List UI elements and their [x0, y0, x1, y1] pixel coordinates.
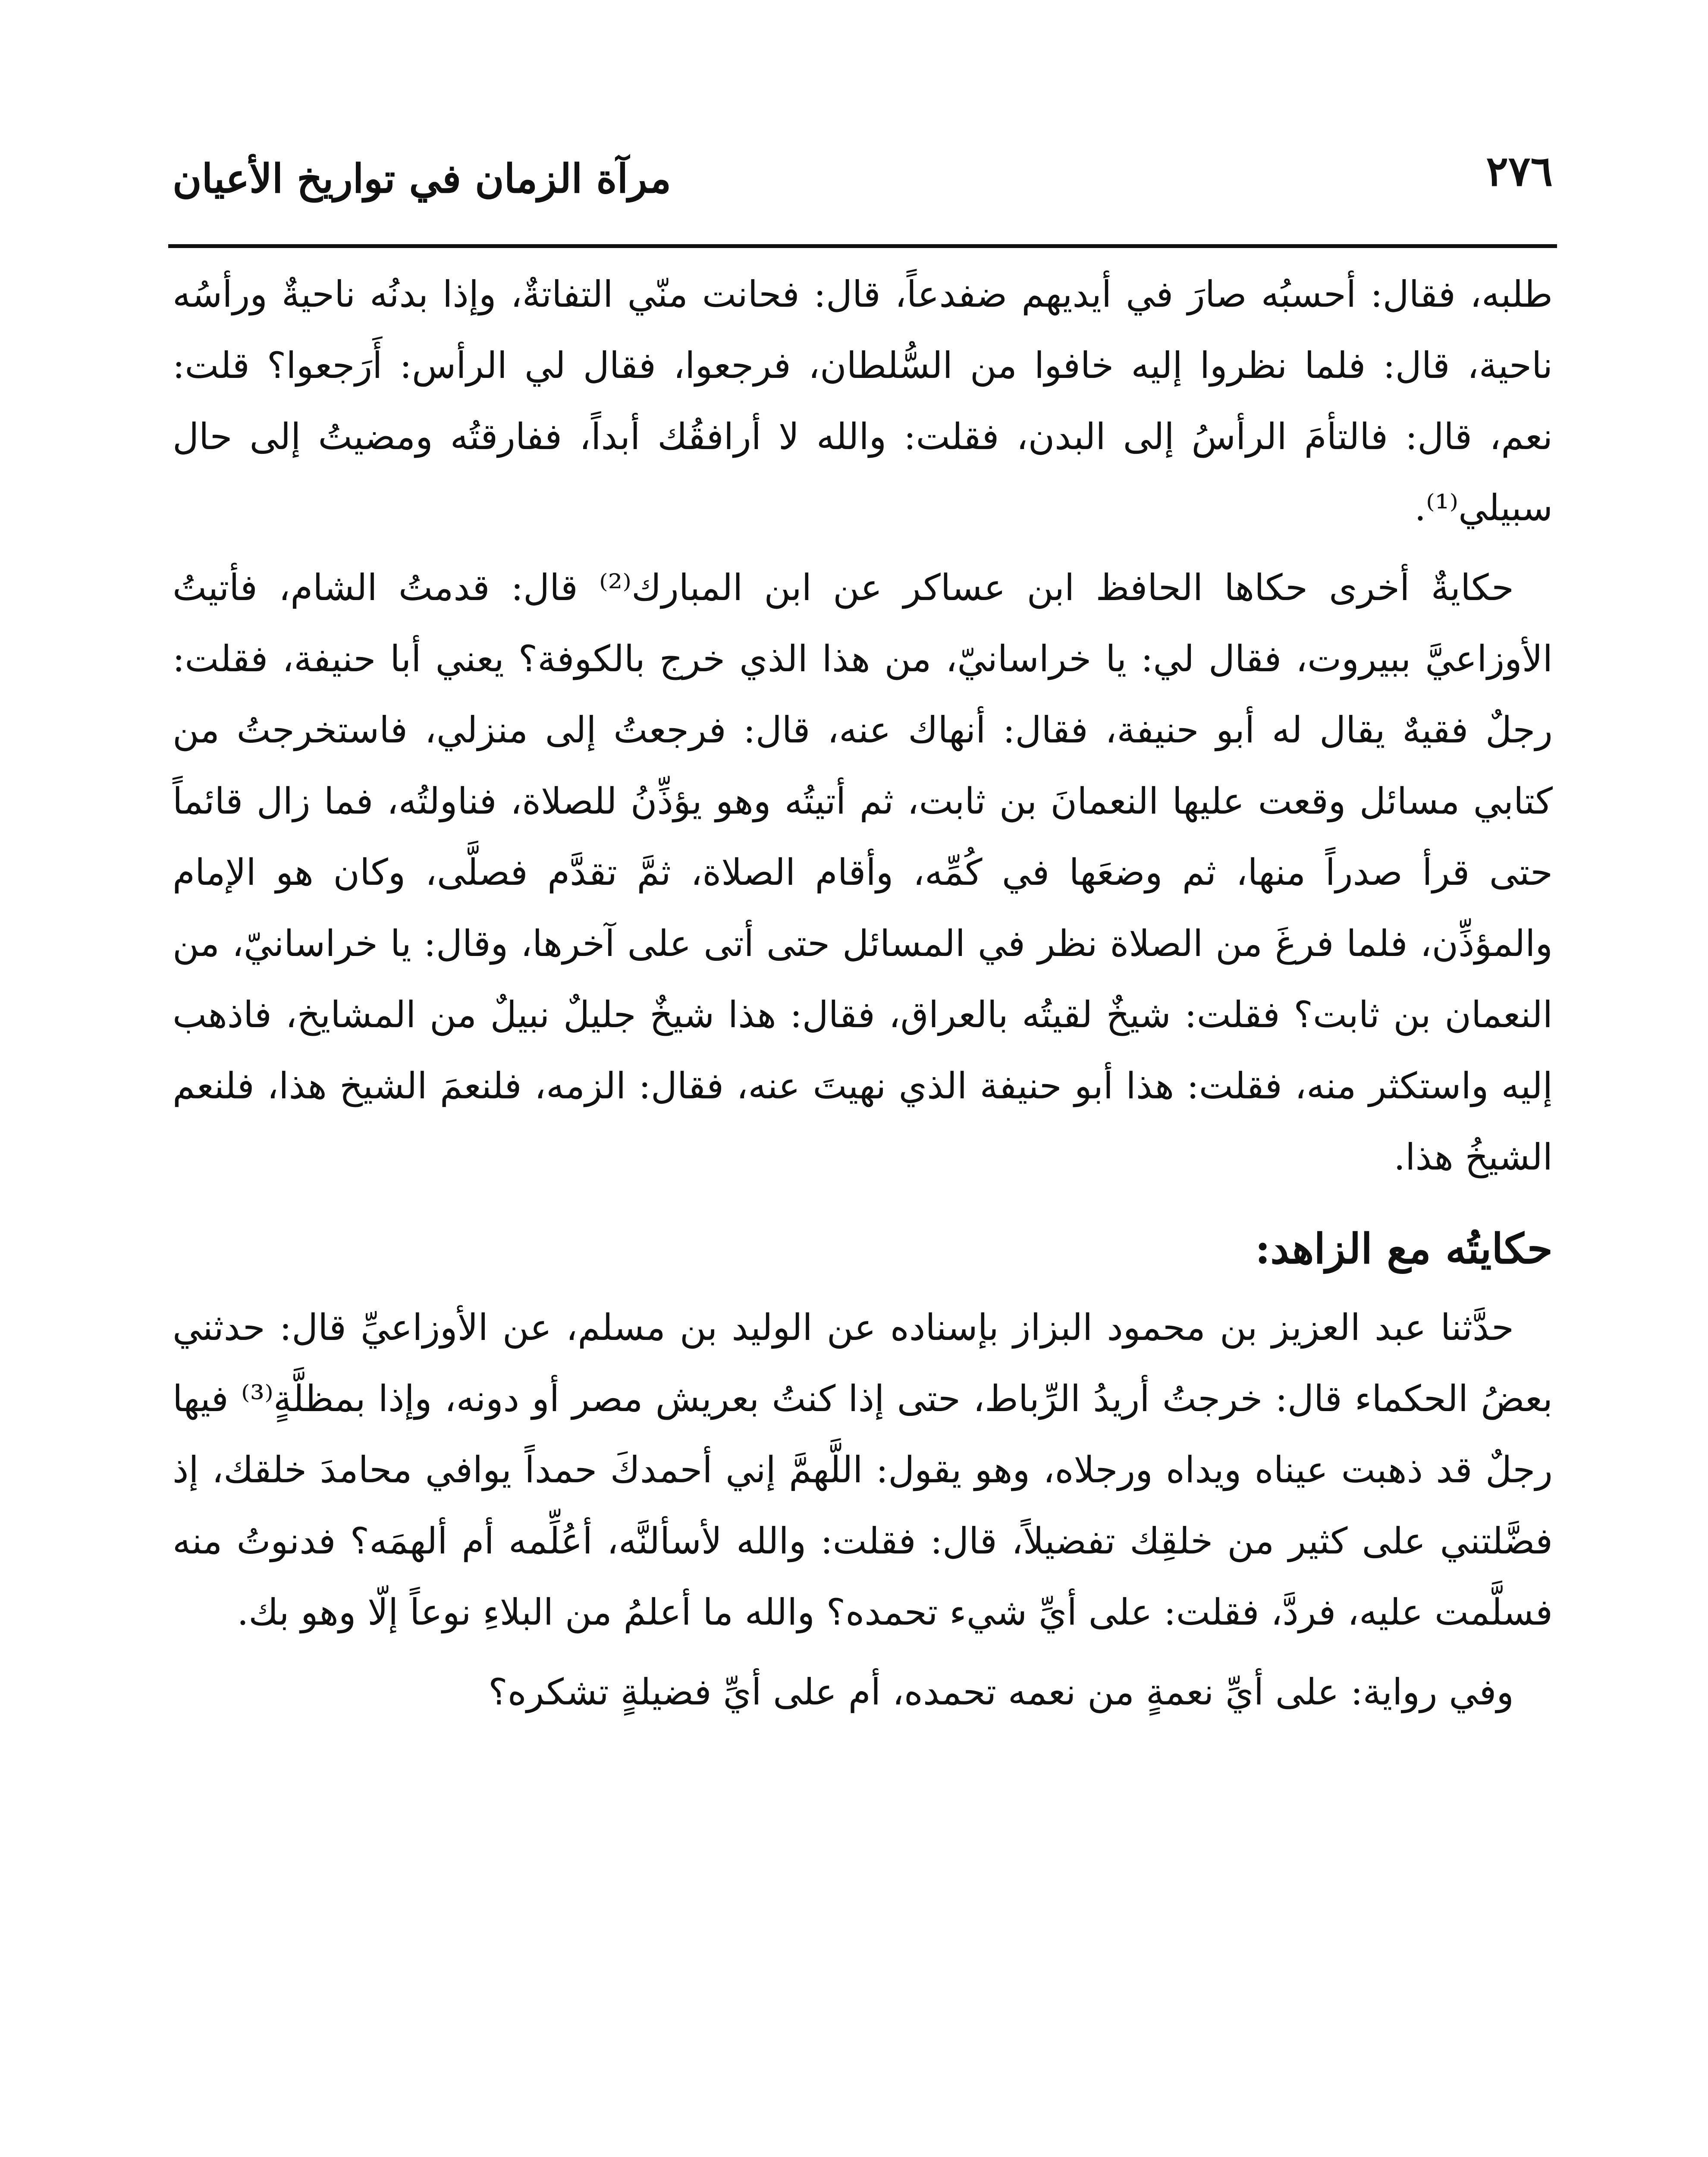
page-number: ٢٧٦: [1486, 147, 1553, 195]
paragraph-3: حدَّثنا عبد العزيز بن محمود البزاز بإسناده عن الوليد بن مسلم، عن الأوزاعيِّ قال: حدثني بعضُ الحكماء قال: خرجتُ أريدُ الرِّباط، حتى إذا كنتُ بعريش مصر أو دونه، وإذا بمظلَّةٍ⁽³⁾ فيها رجلٌ قد ذهبت عيناه ويداه ورجلاه، وهو يقول: اللَّهمَّ إني أحمدكَ حمداً يوافي محامدَ خلقك، إذ فضَّلتني على كثير من خلقِك تفضيلاً، قال: فقلت: والله لأسألنَّه، أعُلِّمه أم ألهمَه؟ فدنوتُ منه فسلَّمت عليه، فردَّ، فقلت: على أيِّ شيء تحمده؟ والله ما أعلمُ من البلاءِ نوعاً إلّا وهو بك.: [173, 1306, 1553, 1633]
page-header: [173, 129, 1553, 246]
main-text: [173, 259, 1553, 1728]
paragraph-4: وفي رواية: على أيِّ نعمةٍ من نعمه تحمده، أم على أيِّ فضيلةٍ تشكره؟: [488, 1671, 1514, 1713]
section-heading: حكايتُه مع الزاهد:: [1255, 1224, 1553, 1273]
paragraph-2: حكايةٌ أخرى حكاها الحافظ ابن عساكر عن ابن المبارك⁽²⁾ قال: قدمتُ الشام، فأتيتُ الأوزاعيَّ ببيروت، فقال لي: يا خراسانيّ، من هذا الذي خرج بالكوفة؟ يعني أبا حنيفة، فقلت: رجلٌ فقيهٌ يقال له أبو حنيفة، فقال: أنهاك عنه، قال: فرجعتُ إلى منزلي، فاستخرجتُ من كتابي مسائل وقعت عليها النعمانَ بن ثابت، ثم أتيتُه وهو يؤذِّنُ للصلاة، فناولتُه، فما زال قائماً حتى قرأ صدراً منها، ثم وضعَها في كُمِّه، وأقام الصلاة، ثمَّ تقدَّم فصلَّى، وكان هو الإمام والمؤذِّن، فلما فرغَ من الصلاة نظر في المسائل حتى أتى على آخرها، وقال: يا خراسانيّ، من النعمان بن ثابت؟ فقلت: شيخٌ لقيتُه بالعراق، فقال: هذا شيخٌ جليلٌ نبيلٌ من المشايخ، فاذهب إليه واستكثر منه، فقلت: هذا أبو حنيفة الذي نهيتَ عنه، فقال: الزمه، فلنعمَ الشيخ هذا، فلنعم الشيخُ هذا.: [173, 566, 1553, 1178]
running-title: مرآة الزمان في تواريخ الأعيان: [173, 155, 672, 202]
header-rule: [168, 244, 1557, 248]
paragraph-1: طلبه، فقال: أحسبُه صارَ في أيديهم ضفدعاً، قال: فحانت منّي التفاتةٌ، وإذا بدنُه ناحيةٌ ورأسُه ناحية، قال: فلما نظروا إليه خافوا من السُّلطان، فرجعوا، فقال لي الرأس: أَرَجعوا؟ قلت: نعم، قال: فالتأمَ الرأسُ إلى البدن، فقلت: والله لا أرافقُك أبداً، ففارقتُه ومضيتُ إلى حال سبيلي⁽¹⁾.: [173, 273, 1553, 529]
